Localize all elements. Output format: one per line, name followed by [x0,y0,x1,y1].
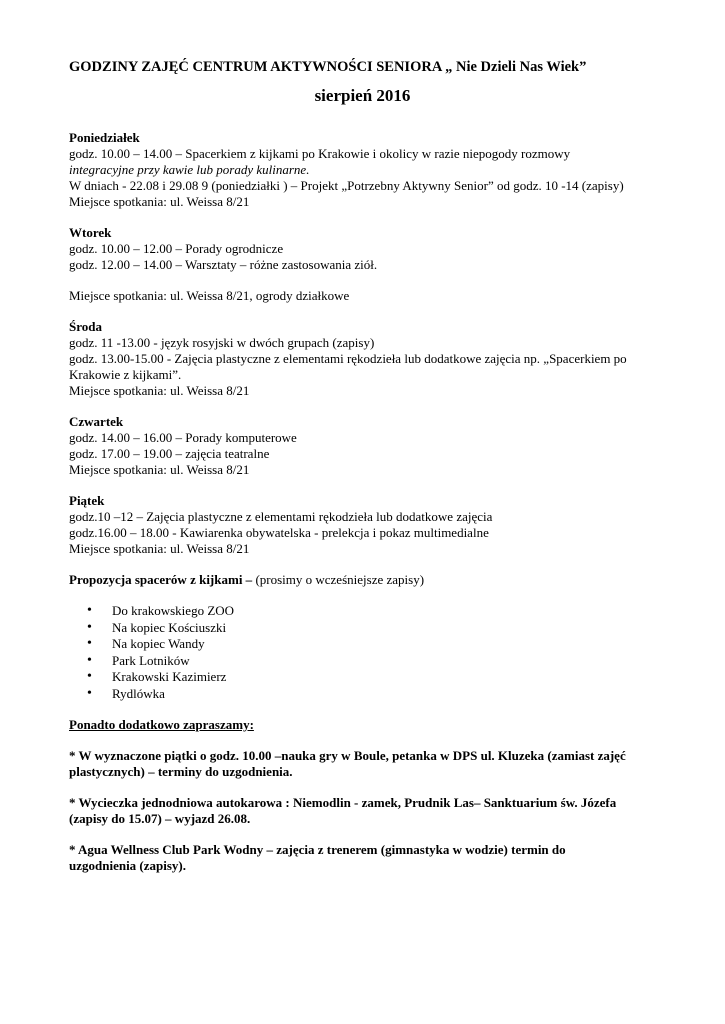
meeting-place: Miejsce spotkania: ul. Weissa 8/21 [69,541,250,556]
additional-item [69,795,659,827]
list-item: • Na kopiec Wandy [87,636,659,653]
additional-item-line: * Agua Wellness Club Park Wodny – zajęcia z trenerem (gimnastyka w wodzie) termin do [69,842,566,857]
list-item: • Park Lotników [87,653,659,670]
additional-heading: Ponadto dodatkowo zapraszamy: [69,717,254,732]
schedule-line: godz.16.00 – 18.00 - Kawiarenka obywatelska - prelekcja i pokaz multimedialne [69,525,489,540]
walks-list [69,603,659,702]
schedule-line: godz. 17.00 – 19.00 – zajęcia teatralne [69,446,270,461]
day-heading-tuesday: Wtorek [69,225,112,240]
schedule-line: godz. 10.00 – 14.00 – Spacerkiem z kijkami po Krakowie i okolicy w razie niepogody rozmowy [69,146,571,161]
walks-heading-note: (prosimy o wcześniejsze zapisy) [255,572,425,587]
schedule-line: integracyjne przy kawie lub porady kulinarne. [69,162,310,177]
list-item: • Rydlówka [87,686,659,703]
schedule-line: godz. 13.00-15.00 - Zajęcia plastyczne z elementami rękodzieła lub dodatkowe zajęcia np. „Spacerkiem po [69,351,627,366]
additional-item-line: (zapisy do 15.07) – wyjazd 26.08. [69,811,251,826]
schedule-line: godz. 10.00 – 12.00 – Porady ogrodnicze [69,241,284,256]
schedule-line: W dniach - 22.08 i 29.08 9 (poniedziałki ) – Projekt „Potrzebny Aktywny Senior” od godz. 10 -14 (zapisy) [69,178,624,193]
day-section-thursday [69,414,659,478]
schedule-line: godz. 11 -13.00 - język rosyjski w dwóch grupach (zapisy) [69,335,375,350]
day-heading-wednesday: Środa [69,319,102,334]
schedule-line: godz. 12.00 – 14.00 – Warsztaty – różne zastosowania ziół. [69,257,378,272]
additional-item [69,748,659,780]
additional-item-line: plastycznych) – terminy do uzgodnienia. [69,764,293,779]
schedule-line: godz. 14.00 – 16.00 – Porady komputerowe [69,430,297,445]
day-section-friday [69,493,659,557]
schedule-body [69,130,659,874]
day-heading-monday: Poniedziałek [69,130,140,145]
walks-section [69,572,659,702]
meeting-place: Miejsce spotkania: ul. Weissa 8/21 [69,462,250,477]
document-title: GODZINY ZAJĘĆ CENTRUM AKTYWNOŚCI SENIORA „ Nie Dzieli Nas Wiek” [69,59,587,75]
day-heading-thursday: Czwartek [69,414,124,429]
document-month: sierpień 2016 [314,86,411,105]
day-section-tuesday [69,225,659,304]
additional-item-line: * W wyznaczone piątki o godz. 10.00 –nauka gry w Boule, petanka w DPS ul. Kluzeka (zamiast zajęć [69,748,626,763]
day-heading-friday: Piątek [69,493,105,508]
walks-heading-bold: Propozycja spacerów z kijkami – [69,572,256,587]
meeting-place: Miejsce spotkania: ul. Weissa 8/21 [69,383,250,398]
walks-heading [69,572,659,588]
day-section-wednesday [69,319,659,399]
meeting-place: Miejsce spotkania: ul. Weissa 8/21, ogrody działkowe [69,288,350,303]
list-item: • Do krakowskiego ZOO [87,603,659,620]
additional-section [69,717,659,874]
additional-item-line: * Wycieczka jednodniowa autokarowa : Niemodlin - zamek, Prudnik Las– Sanktuarium św. Józefa [69,795,617,810]
additional-item-line: uzgodnienia (zapisy). [69,858,187,873]
additional-item [69,842,659,874]
schedule-line: Krakowie z kijkami”. [69,367,182,382]
list-item: • Na kopiec Kościuszki [87,620,659,637]
list-item: • Krakowski Kazimierz [87,669,659,686]
schedule-line: godz.10 –12 – Zajęcia plastyczne z elementami rękodzieła lub dodatkowe zajęcia [69,509,493,524]
meeting-place: Miejsce spotkania: ul. Weissa 8/21 [69,194,250,209]
day-section-monday [69,130,659,210]
